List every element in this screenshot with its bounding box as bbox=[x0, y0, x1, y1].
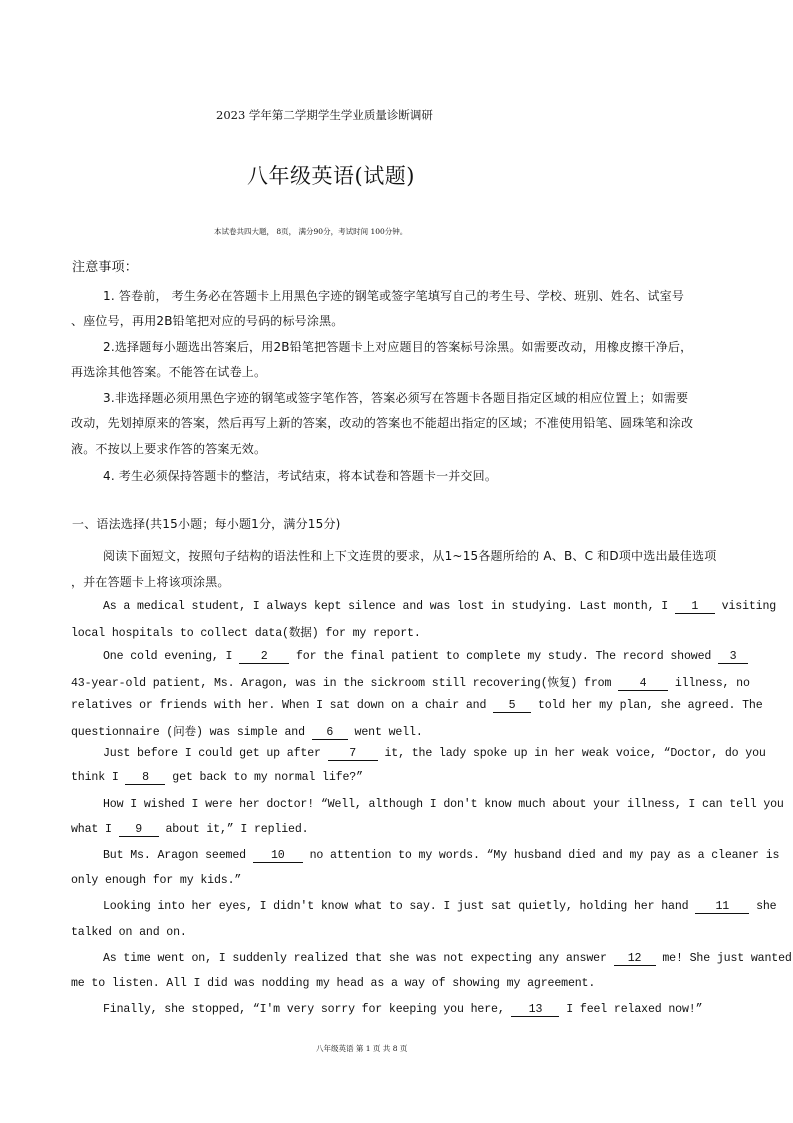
passage-line: me to listen. All I did was nodding my head as a way of showing my agreement. bbox=[71, 977, 596, 990]
passage-line bbox=[103, 900, 777, 914]
answer-blank-12: 12 bbox=[614, 952, 656, 966]
passage-text: I feel relaxed now!” bbox=[566, 1003, 703, 1016]
passage-text: what I bbox=[71, 823, 112, 836]
notice-item-1-line-1: 1. 答卷前， 考生务必在答题卡上用黑色字迹的钢笔或签字笔填写自己的考生号、学校、班别、姓名、试室号 bbox=[103, 289, 685, 303]
passage-text: As a medical student, I always kept silence and was lost in studying. Last month, I bbox=[103, 600, 669, 613]
passage-line bbox=[103, 952, 792, 966]
passage-line: How I wished I were her doctor! “Well, although I don't know much about your illness, I can tell you bbox=[103, 798, 784, 811]
passage-line bbox=[71, 699, 763, 713]
passage-text: 43-year-old patient, Ms. Aragon, was in the sickroom still recovering(恢复) from bbox=[71, 677, 612, 690]
passage-text: went well. bbox=[354, 726, 423, 739]
passage-text: she bbox=[756, 900, 777, 913]
notice-item-1-line-2: 、座位号，再用2B铅笔把对应的号码的标号涂黑。 bbox=[71, 314, 344, 328]
passage-text: Looking into her eyes, I didn't know what to say. I just sat quietly, holding her hand bbox=[103, 900, 689, 913]
passage-text: it, the lady spoke up in her weak voice, “Doctor, do you bbox=[384, 747, 766, 760]
notice-item-2-line-2: 再选涂其他答案。不能答在试卷上。 bbox=[71, 365, 267, 379]
passage-line: local hospitals to collect data(数据) for my report. bbox=[71, 627, 421, 640]
notice-item-3-line-1: 3.非选择题必须用黑色字迹的钢笔或签字笔作答，答案必须写在答题卡各题目指定区域的相应位置上；如需要 bbox=[103, 391, 689, 405]
passage-text: Just before I could get up after bbox=[103, 747, 321, 760]
exam-info: 本试卷共四大题， 8页， 满分90分，考试时间 100分钟。 bbox=[214, 227, 408, 236]
answer-blank-5: 5 bbox=[493, 699, 531, 713]
passage-text: But Ms. Aragon seemed bbox=[103, 849, 246, 862]
passage-line bbox=[103, 600, 776, 614]
passage-text: think I bbox=[71, 771, 119, 784]
answer-blank-9: 9 bbox=[119, 823, 159, 837]
answer-blank-10: 10 bbox=[253, 849, 303, 863]
notice-item-3-line-3: 液。不按以上要求作答的答案无效。 bbox=[71, 442, 267, 456]
notice-item-3-line-2: 改动，先划掉原来的答案，然后再写上新的答案，改动的答案也不能超出指定的区域；不准使用铅笔、圆珠笔和涂改 bbox=[71, 416, 694, 430]
answer-blank-6: 6 bbox=[312, 726, 348, 740]
passage-text: Finally, she stopped, “I'm very sorry for keeping you here, bbox=[103, 1003, 505, 1016]
passage-text: for the final patient to complete my study. The record showed bbox=[295, 650, 712, 663]
answer-blank-13: 13 bbox=[511, 1003, 559, 1017]
passage-text: no attention to my words. “My husband died and my pay as a cleaner is bbox=[309, 849, 780, 862]
notice-heading: 注意事项： bbox=[72, 260, 139, 275]
passage-text: told her my plan, she agreed. The bbox=[537, 699, 763, 712]
passage-text: visiting bbox=[721, 600, 777, 613]
answer-blank-3: 3 bbox=[718, 650, 748, 664]
passage-line bbox=[103, 650, 748, 664]
passage-text: relatives or friends with her. When I sat down on a chair and bbox=[71, 699, 487, 712]
passage-text: As time went on, I suddenly realized that she was not expecting any answer bbox=[103, 952, 607, 965]
page-footer: 八年级英语 第 1 页 共 8 页 bbox=[316, 1044, 408, 1053]
passage-line bbox=[71, 674, 750, 691]
passage-text: questionnaire (问卷) was simple and bbox=[71, 726, 305, 739]
passage-line bbox=[103, 849, 779, 863]
passage-line bbox=[71, 823, 308, 837]
passage-line bbox=[103, 1003, 702, 1017]
answer-blank-8: 8 bbox=[125, 771, 165, 785]
exam-tag: 2023 学年第二学期学生学业质量诊断调研 bbox=[216, 108, 433, 122]
notice-item-2-line-1: 2.选择题每小题选出答案后，用2B铅笔把答题卡上对应题目的答案标号涂黑。如需要改动，用橡皮擦干净后， bbox=[103, 340, 693, 354]
answer-blank-11: 11 bbox=[695, 900, 749, 914]
passage-line: only enough for my kids.” bbox=[71, 874, 242, 887]
answer-blank-7: 7 bbox=[328, 747, 378, 761]
answer-blank-2: 2 bbox=[239, 650, 289, 664]
passage-text: get back to my normal life?” bbox=[172, 771, 363, 784]
instruction-line-2: ，并在答题卡上将该项涂黑。 bbox=[71, 575, 230, 589]
passage-line bbox=[71, 723, 423, 740]
section-heading: 一、语法选择(共15小题；每小题1分，满分15分) bbox=[72, 517, 341, 531]
answer-blank-1: 1 bbox=[675, 600, 715, 614]
answer-blank-4: 4 bbox=[618, 677, 668, 691]
passage-text: me! She just wanted bbox=[662, 952, 792, 965]
passage-text: illness, no bbox=[674, 677, 750, 690]
passage-line bbox=[71, 771, 363, 785]
passage-text: One cold evening, I bbox=[103, 650, 233, 663]
page-title: 八年级英语(试题) bbox=[247, 164, 415, 188]
notice-item-4: 4. 考生必须保持答题卡的整洁，考试结束，将本试卷和答题卡一并交回。 bbox=[103, 469, 498, 483]
passage-line: talked on and on. bbox=[71, 926, 187, 939]
passage-text: about it,” I replied. bbox=[165, 823, 309, 836]
instruction-line-1: 阅读下面短文，按照句子结构的语法性和上下文连贯的要求，从1~15各题所给的 A、B、C 和D项中选出最佳选项 bbox=[103, 549, 717, 563]
passage-line bbox=[103, 747, 766, 761]
